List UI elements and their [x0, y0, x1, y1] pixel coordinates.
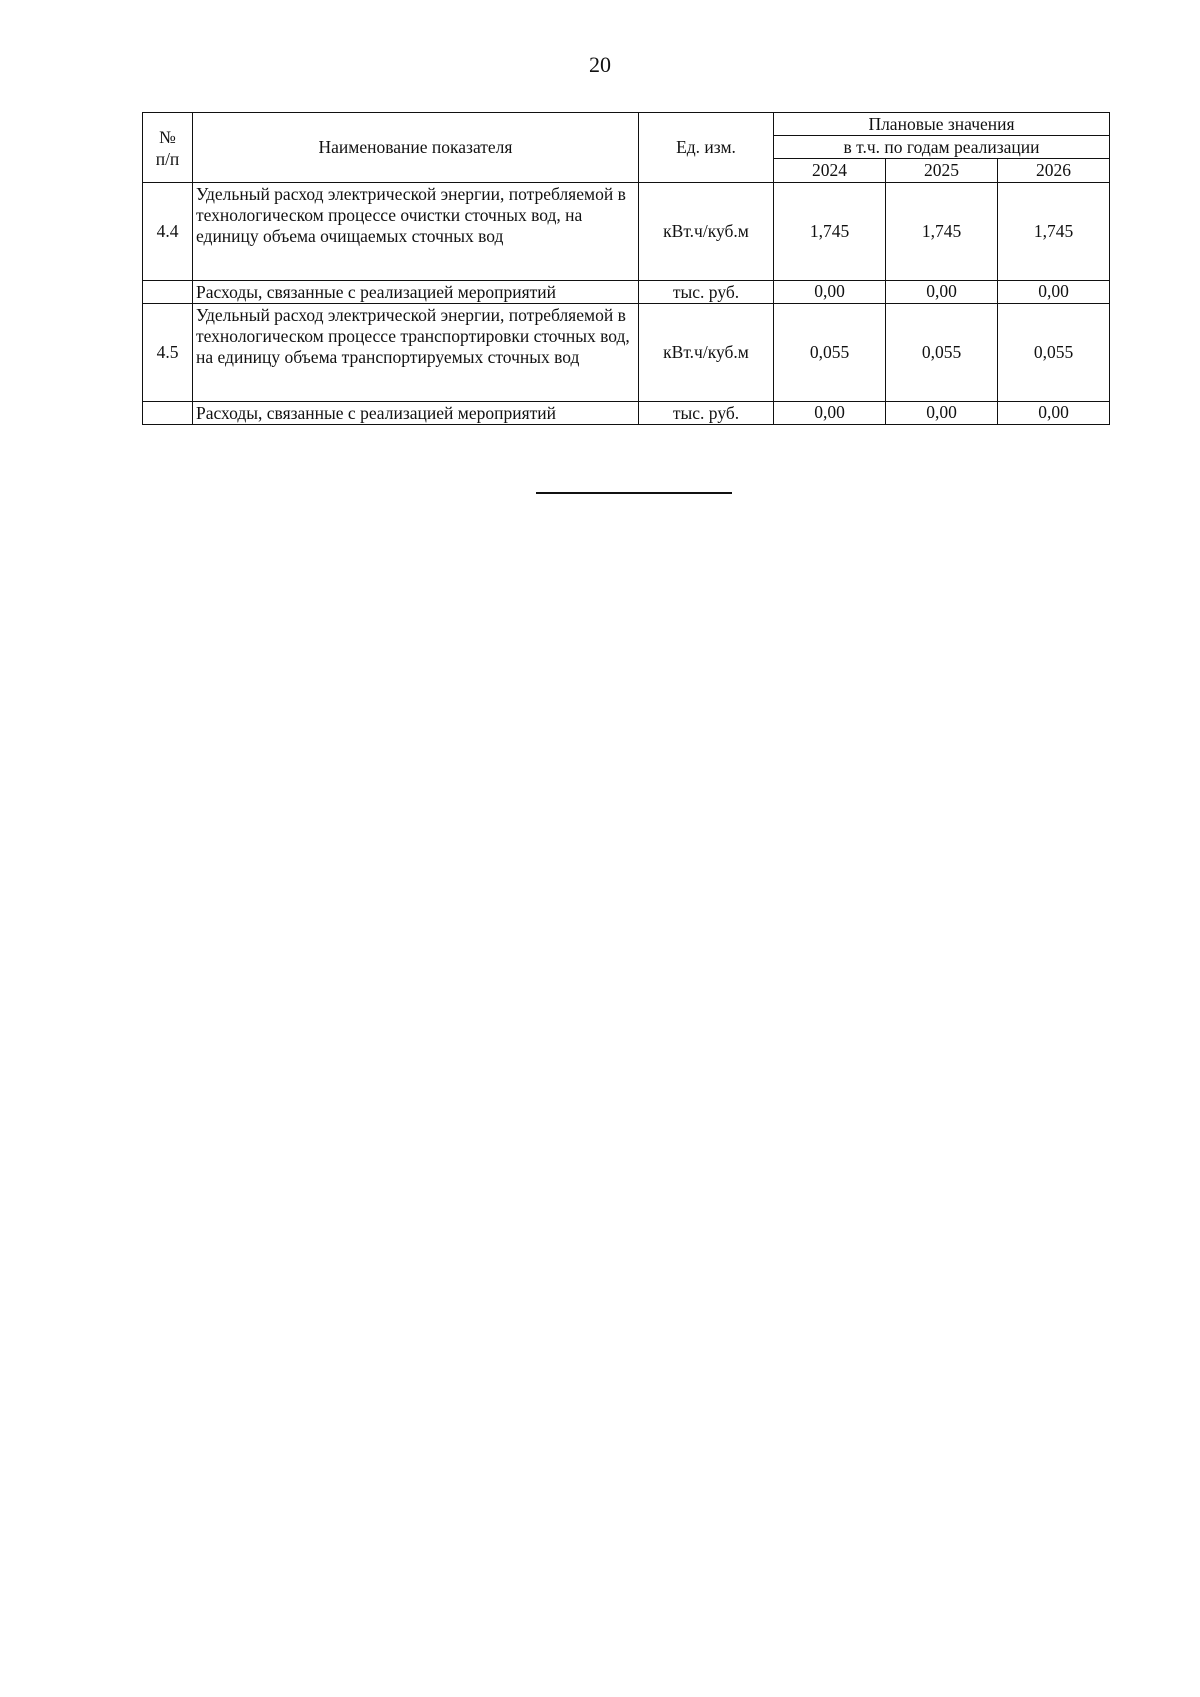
table-row — [143, 402, 1110, 425]
row-value-2024: 0,00 — [774, 402, 886, 425]
header-year-2025: 2025 — [886, 159, 998, 183]
header-unit: Ед. изм. — [639, 113, 774, 183]
header-number-line1: № — [159, 126, 176, 147]
table-row — [143, 281, 1110, 304]
row-unit: тыс. руб. — [639, 402, 774, 425]
header-number-line2: п/п — [155, 148, 180, 169]
row-value-2026: 0,00 — [998, 402, 1110, 425]
header-indicator-name: Наименование показателя — [193, 113, 639, 183]
header-number — [143, 113, 193, 183]
row-value-2025: 0,00 — [886, 402, 998, 425]
header-year-2026: 2026 — [998, 159, 1110, 183]
row-value-2024: 0,00 — [774, 281, 886, 304]
row-value-2024: 1,745 — [774, 183, 886, 281]
row-indicator-name: Расходы, связанные с реализацией мероприятий — [193, 402, 639, 425]
row-indicator-name: Расходы, связанные с реализацией мероприятий — [193, 281, 639, 304]
header-by-years: в т.ч. по годам реализации — [774, 136, 1110, 159]
row-number — [143, 402, 193, 425]
table-row — [143, 183, 1110, 281]
row-indicator-name: Удельный расход электрической энергии, потребляемой в технологическом процессе очистки сточных вод, на единицу объема очищаемых сточных вод — [193, 183, 639, 281]
row-value-2025: 0,00 — [886, 281, 998, 304]
row-indicator-name: Удельный расход электрической энергии, потребляемой в технологическом процессе транспортировки сточных вод, на единицу объема транспортируемых сточных вод — [193, 304, 639, 402]
row-number: 4.5 — [143, 304, 193, 402]
header-year-2024: 2024 — [774, 159, 886, 183]
row-unit: кВт.ч/куб.м — [639, 304, 774, 402]
table-row — [143, 304, 1110, 402]
row-value-2026: 0,00 — [998, 281, 1110, 304]
indicators-table — [142, 112, 1110, 425]
page-number: 20 — [589, 52, 611, 77]
row-value-2026: 0,055 — [998, 304, 1110, 402]
row-value-2025: 0,055 — [886, 304, 998, 402]
row-value-2024: 0,055 — [774, 304, 886, 402]
end-divider-line — [536, 492, 732, 494]
row-value-2025: 1,745 — [886, 183, 998, 281]
header-planned-values: Плановые значения — [774, 113, 1110, 136]
row-value-2026: 1,745 — [998, 183, 1110, 281]
row-number — [143, 281, 193, 304]
row-number: 4.4 — [143, 183, 193, 281]
row-unit: кВт.ч/куб.м — [639, 183, 774, 281]
row-unit: тыс. руб. — [639, 281, 774, 304]
